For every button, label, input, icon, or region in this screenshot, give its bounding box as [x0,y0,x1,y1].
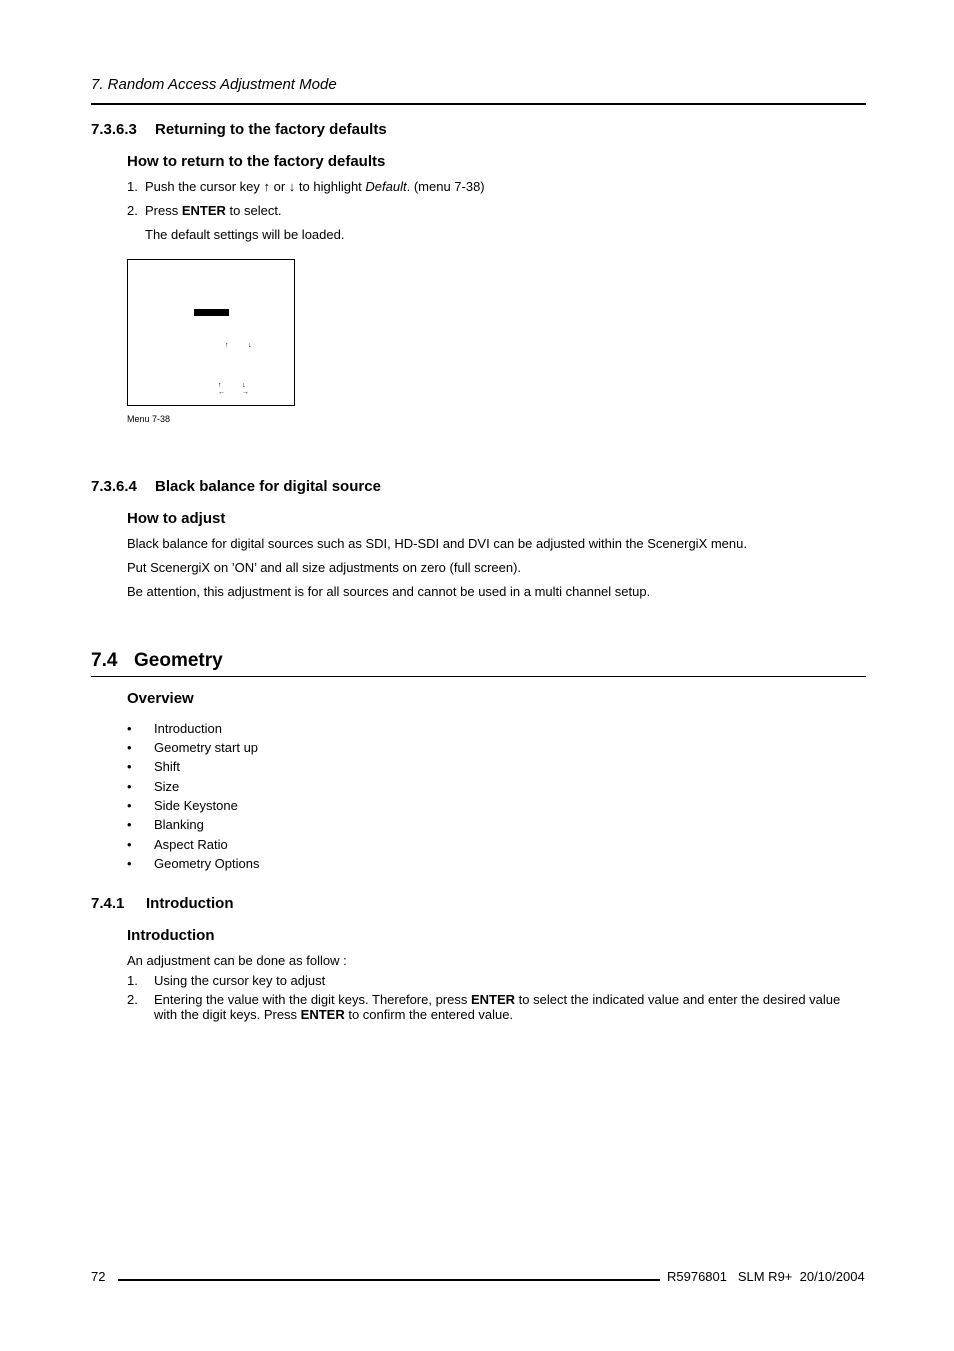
footer-rule [118,1279,660,1281]
running-header: 7. Random Access Adjustment Mode [91,76,337,93]
step-text: Press ENTER to select. [145,203,282,218]
step-number: 2. [127,203,138,218]
section-number: 7.4.1 [91,895,125,912]
list-item: Geometry start up [154,740,259,755]
section-74-heading [91,650,223,672]
bullet-icon: • [127,837,132,852]
arrow-up-icon: ↑ [263,179,270,194]
list-item: Blanking [154,817,204,832]
key-name: ENTER [181,203,226,218]
section-title: Returning to the factory defaults [155,121,387,138]
section-7363-subheading: How to return to the factory defaults [127,153,386,170]
section-title: Black balance for digital source [155,478,381,495]
list-item: Entering the value with the digit keys. Therefore, press ENTER to select the indicated value and enter the desired value with the digit keys. Press ENTER to confirm the entered value. [154,992,841,1022]
arrow-down-icon: ↓ [288,179,296,194]
paragraph: Black balance for digital sources such as SDI, HD-SDI and DVI can be adjusted within the ScenergiX menu. [127,536,747,551]
section-title: Geometry [134,650,223,671]
menu-figure [127,259,295,406]
bullet-icon: • [127,759,132,774]
paragraph: Be attention, this adjustment is for all sources and cannot be used in a multi channel setup. [127,584,651,599]
paragraph: Put ScenergiX on ’ON’ and all size adjustments on zero (full screen). [127,560,522,575]
list-item: Size [154,779,180,794]
arrow-left-icon: ← [218,389,225,396]
bullet-icon: • [127,817,132,832]
arrow-down-icon: ↓ [248,342,252,349]
list-item: Geometry Options [154,856,260,871]
section-number: 7.3.6.4 [91,478,137,495]
page-number: 72 [91,1269,106,1284]
step-note: The default settings will be loaded. [145,227,345,242]
arrow-right-icon: → [242,389,249,396]
menu-item-ref: Default [365,179,407,194]
header-rule [91,103,866,105]
section-741-heading [91,895,233,912]
section-74-subheading: Overview [127,690,194,707]
bullet-icon: • [127,856,132,871]
paragraph: An adjustment can be done as follow : [127,953,347,968]
list-item: Side Keystone [154,798,238,813]
bullet-icon: • [127,798,132,813]
section-7363-heading [91,121,387,138]
list-item: Shift [154,759,181,774]
key-name: ENTER [470,992,516,1007]
figure-caption: Menu 7-38 [127,414,171,424]
list-number: 2. [127,992,138,1007]
arrow-up-icon: ↑ [218,382,222,389]
bullet-icon: • [127,740,132,755]
section-number: 7.4 [91,650,118,671]
arrow-up-icon: ↑ [225,342,229,349]
bullet-icon: • [127,779,132,794]
step-text: Push the cursor key ↑ or ↓ to highlight Default. (menu 7-38) [145,179,485,194]
section-7364-subheading: How to adjust [127,510,226,527]
section-741-subheading: Introduction [127,927,215,944]
section-7364-heading [91,478,381,495]
section-number: 7.3.6.3 [91,121,137,138]
list-item: Aspect Ratio [154,837,228,852]
menu-highlight-bar [194,309,229,316]
step-number: 1. [127,179,138,194]
key-name: ENTER [300,1007,345,1022]
list-item: Using the cursor key to adjust [154,973,326,988]
section-title: Introduction [146,895,234,912]
arrow-down-icon: ↓ [242,382,246,389]
bullet-icon: • [127,721,132,736]
section-rule [91,676,866,677]
document-info: R5976801 SLM R9+ 20/10/2004 [667,1269,865,1284]
list-item: Introduction [154,721,222,736]
list-number: 1. [127,973,138,988]
